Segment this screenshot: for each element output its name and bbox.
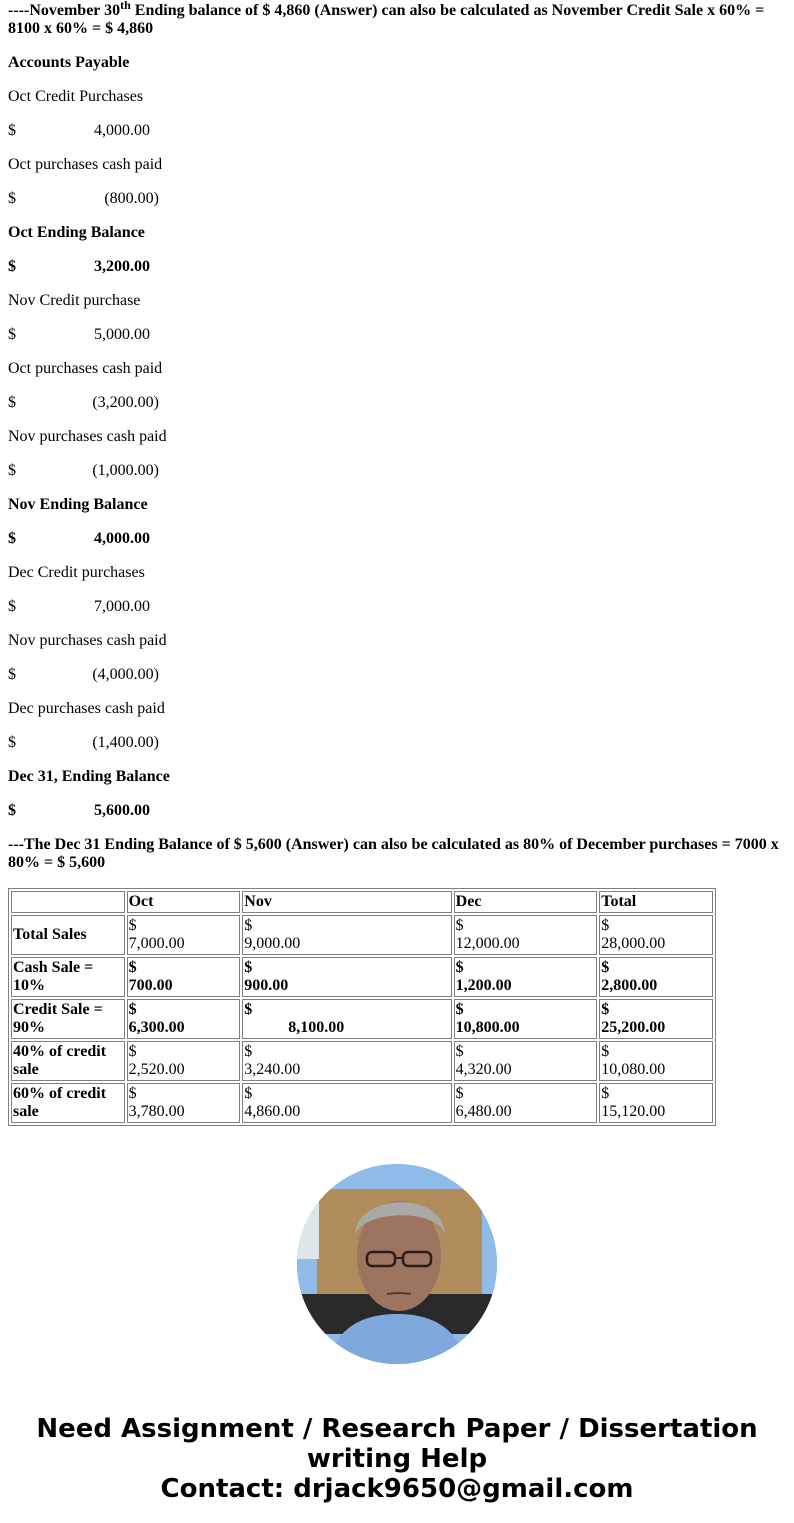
- table-cell: $ 3,780.00: [127, 1083, 241, 1123]
- row-label: Cash Sale = 10%: [11, 957, 125, 997]
- ap-label-6: Nov Ending Balance: [8, 496, 148, 513]
- november-note: [8, 0, 786, 38]
- table-cell: $ 6,300.00: [127, 999, 241, 1039]
- ap-amount-7: $ 7,000.00: [8, 598, 150, 615]
- header-cell-oct: Oct: [127, 891, 241, 913]
- table-row-cash-sale: [11, 957, 713, 997]
- ap-label-8: Nov purchases cash paid: [8, 632, 167, 649]
- row-label: Credit Sale = 90%: [11, 999, 125, 1039]
- table-cell: $ 28,000.00: [599, 915, 713, 955]
- november-note-prefix: ----November 30: [8, 2, 121, 19]
- promo-line-1: Need Assignment / Research Paper / Dissertation: [36, 1414, 758, 1444]
- header-cell-total: Total: [599, 891, 713, 913]
- promo-contact: Contact: drjack9650@gmail.com: [160, 1474, 634, 1504]
- ap-label-7: Dec Credit purchases: [8, 564, 145, 581]
- ap-label-1: Oct purchases cash paid: [8, 156, 163, 173]
- ap-amount-4: $ (3,200.00): [8, 394, 159, 411]
- table-cell: $ 2,520.00: [127, 1041, 241, 1081]
- ap-amount-6: $ 4,000.00: [8, 530, 150, 547]
- ap-label-10: Dec 31, Ending Balance: [8, 768, 170, 785]
- ap-amount-8: $ (4,000.00): [8, 666, 159, 683]
- november-note-rest: Ending balance of $ 4,860 (Answer) can also be calculated as November Credit Sale x 60% = 8100 x 60% = $ 4,860: [8, 2, 765, 37]
- ap-amount-1: $ (800.00): [8, 190, 159, 207]
- table-header-row: [11, 891, 713, 913]
- author-photo: [297, 1164, 497, 1364]
- row-label: 40% of credit sale: [11, 1041, 125, 1081]
- author-photo-container: [8, 1164, 786, 1364]
- ap-label-9: Dec purchases cash paid: [8, 700, 165, 717]
- header-cell-blank: [11, 891, 125, 913]
- table-cell: $ 900.00: [242, 957, 451, 997]
- table-cell: $ 12,000.00: [454, 915, 598, 955]
- ap-amount-3: $ 5,000.00: [8, 326, 150, 343]
- table-cell: $ 10,800.00: [454, 999, 598, 1039]
- row-label: 60% of credit sale: [11, 1083, 125, 1123]
- header-cell-dec: Dec: [454, 891, 598, 913]
- table-cell: $ 2,800.00: [599, 957, 713, 997]
- ap-label-4: Oct purchases cash paid: [8, 360, 163, 377]
- table-row-40-credit: [11, 1041, 713, 1081]
- sales-table: [8, 888, 716, 1126]
- ap-label-5: Nov purchases cash paid: [8, 428, 167, 445]
- ap-amount-5: $ (1,000.00): [8, 462, 159, 479]
- table-cell: $ 15,120.00: [599, 1083, 713, 1123]
- row-label: Total Sales: [11, 915, 125, 955]
- ap-amount-10: $ 5,600.00: [8, 802, 150, 819]
- november-note-sup: th: [120, 0, 131, 12]
- table-row-total-sales: [11, 915, 713, 955]
- ap-label-0: Oct Credit Purchases: [8, 88, 144, 105]
- promo-line-2: writing Help: [306, 1444, 488, 1474]
- table-cell: $ 8,100.00: [242, 999, 451, 1039]
- table-cell: $ 9,000.00: [242, 915, 451, 955]
- accounts-payable-heading: Accounts Payable: [8, 54, 130, 71]
- ap-amount-9: $ (1,400.00): [8, 734, 159, 751]
- table-cell: $ 4,860.00: [242, 1083, 451, 1123]
- table-cell: $ 10,080.00: [599, 1041, 713, 1081]
- table-row-60-credit: [11, 1083, 713, 1123]
- table-cell: $ 700.00: [127, 957, 241, 997]
- december-note: ---The Dec 31 Ending Balance of $ 5,600 (Answer) can also be calculated as 80% of December purchases = 7000 x 80% = $ 5,600: [8, 836, 779, 871]
- portrait-illustration-icon: [297, 1164, 497, 1364]
- ap-label-3: Nov Credit purchase: [8, 292, 141, 309]
- promo-banner: [8, 1414, 786, 1504]
- header-cell-nov: Nov: [242, 891, 451, 913]
- table-cell: $ 25,200.00: [599, 999, 713, 1039]
- table-cell: $ 7,000.00: [127, 915, 241, 955]
- table-cell: $ 3,240.00: [242, 1041, 451, 1081]
- ap-amount-2: $ 3,200.00: [8, 258, 150, 275]
- ap-label-2: Oct Ending Balance: [8, 224, 145, 241]
- table-cell: $ 1,200.00: [454, 957, 598, 997]
- table-cell: $ 4,320.00: [454, 1041, 598, 1081]
- ap-amount-0: $ 4,000.00: [8, 122, 150, 139]
- table-cell: $ 6,480.00: [454, 1083, 598, 1123]
- accounts-payable-list: [8, 72, 786, 820]
- table-row-credit-sale: [11, 999, 713, 1039]
